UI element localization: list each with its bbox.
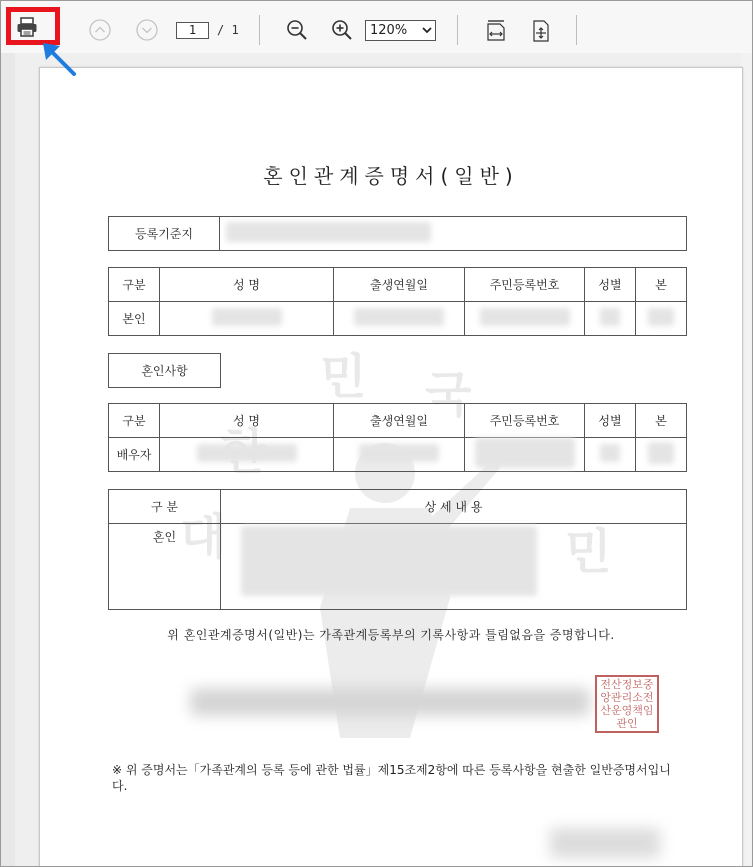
zoom-out-button[interactable] (282, 15, 312, 45)
watermark-text: 국 (425, 367, 472, 423)
header-cell: 성 명 (160, 404, 334, 438)
header-cell: 성 명 (160, 268, 334, 302)
row-label: 본인 (109, 302, 160, 336)
toolbar-divider (259, 15, 260, 45)
fit-page-icon (530, 19, 552, 43)
header-cell: 성별 (585, 268, 636, 302)
next-page-button[interactable] (134, 17, 160, 43)
table-cell (636, 302, 687, 336)
header-cell: 본 (636, 404, 687, 438)
table-cell (585, 302, 636, 336)
fit-width-icon (485, 19, 507, 43)
certification-statement: 위 혼인관계증명서(일반)는 가족관계등록부의 기록사항과 틀림없음을 증명합니다. (167, 628, 615, 642)
marriage-label: 혼인사항 (108, 353, 221, 388)
header-cell: 주민등록번호 (465, 268, 585, 302)
registration-label: 등록기준지 (109, 217, 220, 251)
official-seal: 전산정보중앙관리소전산운영책임관인 (595, 675, 659, 733)
table-row (109, 438, 687, 472)
document-title: 혼인관계증명서(일반) (263, 164, 519, 188)
registration-table (108, 216, 687, 251)
header-cell: 출생연월일 (334, 268, 465, 302)
previous-page-button[interactable] (87, 17, 113, 43)
table-cell (334, 302, 465, 336)
table-cell (585, 438, 636, 472)
watermark-text: 민 (320, 349, 367, 405)
document-page (39, 67, 743, 867)
header-cell: 출생연월일 (334, 404, 465, 438)
toolbar-divider (457, 15, 458, 45)
spouse-table (108, 403, 687, 472)
table-header-row (109, 490, 687, 524)
redacted-issuer (190, 688, 590, 716)
zoom-value: 120% (370, 23, 408, 38)
header-cell: 상 세 내 용 (221, 490, 687, 524)
zoom-in-icon (330, 18, 354, 42)
toolbar-divider (576, 15, 577, 45)
detail-table (108, 489, 687, 610)
page-total: / 1 (217, 23, 239, 37)
header-cell: 본 (636, 268, 687, 302)
table-cell (334, 438, 465, 472)
print-button[interactable] (12, 12, 42, 42)
table-cell (160, 438, 334, 472)
table-header-row (109, 268, 687, 302)
zoom-in-button[interactable] (327, 15, 357, 45)
header-cell: 주민등록번호 (465, 404, 585, 438)
table-cell (465, 302, 585, 336)
chevron-down-icon (135, 18, 159, 42)
table-cell (465, 438, 585, 472)
table-cell (160, 302, 334, 336)
header-cell: 구분 (109, 404, 160, 438)
dropdown-arrow-icon (422, 26, 432, 34)
table-cell (636, 438, 687, 472)
toolbar (1, 1, 752, 53)
sidebar-strip (1, 53, 15, 866)
fit-page-button[interactable] (526, 16, 556, 46)
watermark-text: 대 (180, 509, 227, 565)
page-number-input[interactable] (176, 22, 209, 39)
printer-icon (16, 17, 38, 37)
pointer-arrow-icon (41, 41, 81, 81)
detail-cell (221, 524, 687, 610)
table-header-row (109, 404, 687, 438)
header-cell: 구분 (109, 268, 160, 302)
watermark-text: 민 (565, 524, 612, 580)
chevron-up-icon (88, 18, 112, 42)
table-row (109, 302, 687, 336)
zoom-out-icon (285, 18, 309, 42)
table-row (109, 524, 687, 610)
row-label: 배우자 (109, 438, 160, 472)
person-table (108, 267, 687, 336)
row-label: 혼인 (109, 524, 221, 610)
registration-value (220, 217, 687, 251)
footnote: ※ 위 증명서는「가족관계의 등록 등에 관한 법률」제15조제2항에 따른 등록사항을 현출한 일반증명서입니다. (112, 763, 671, 793)
zoom-select[interactable] (365, 20, 436, 41)
fit-width-button[interactable] (481, 16, 511, 46)
header-cell: 성별 (585, 404, 636, 438)
redacted-footer (550, 828, 660, 858)
header-cell: 구 분 (109, 490, 221, 524)
